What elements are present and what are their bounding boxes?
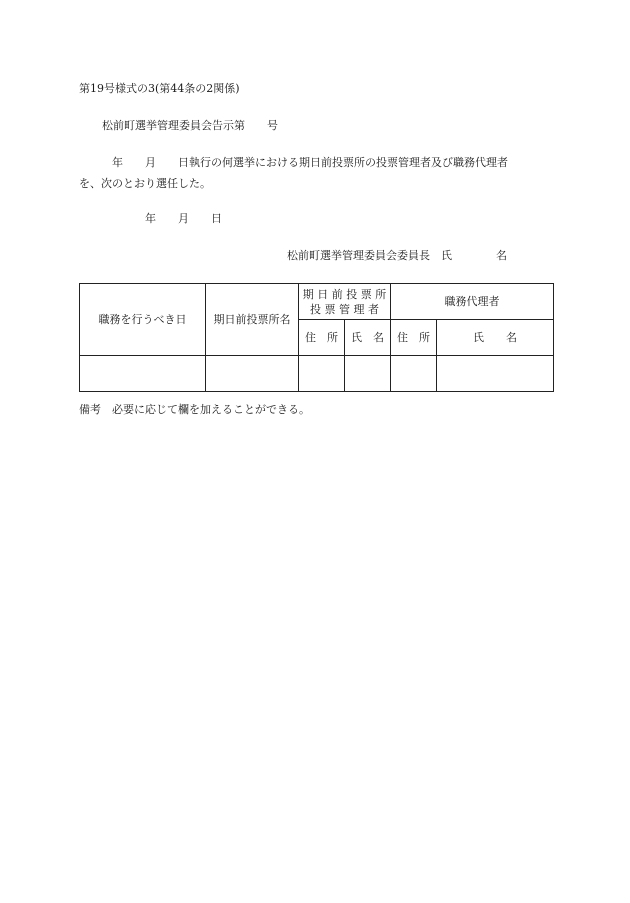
body-text-line-1: 年 月 日執行の何選挙における期日前投票所の投票管理者及び職務代理者 [79, 156, 508, 169]
form-number: 第19号様式の3(第44条の2関係) [79, 82, 240, 95]
appointment-table [79, 283, 554, 392]
cell-deputy-address[interactable] [391, 356, 437, 392]
body-text-line-2: を、次のとおり選任した。 [79, 177, 211, 190]
date-line: 年 月 日 [79, 212, 222, 225]
header-voting-manager-line-1: 期 日 前 投 票 所 [302, 287, 387, 301]
notice-number-line: 松前町選挙管理委員会告示第 号 [102, 119, 278, 132]
subheader-manager-name: 氏 名 [345, 320, 391, 356]
table-row [80, 356, 554, 392]
table-header-row [80, 284, 554, 320]
remarks-note: 備考 必要に応じて欄を加えることができる。 [79, 403, 310, 416]
header-duty-date: 職務を行うべき日 [80, 284, 206, 356]
signer-line: 松前町選挙管理委員会委員長 氏 名 [287, 249, 507, 262]
subheader-deputy-address: 住 所 [391, 320, 437, 356]
header-voting-manager-line-2: 投 票 管 理 者 [310, 302, 379, 316]
cell-duty-date[interactable] [80, 356, 206, 392]
cell-deputy-name[interactable] [437, 356, 554, 392]
header-place-name: 期日前投票所名 [206, 284, 299, 356]
cell-manager-address[interactable] [299, 356, 345, 392]
header-deputy: 職務代理者 [391, 284, 554, 320]
subheader-deputy-name: 氏 名 [437, 320, 554, 356]
cell-place-name[interactable] [206, 356, 299, 392]
cell-manager-name[interactable] [345, 356, 391, 392]
subheader-manager-address: 住 所 [299, 320, 345, 356]
header-voting-manager [299, 284, 391, 320]
